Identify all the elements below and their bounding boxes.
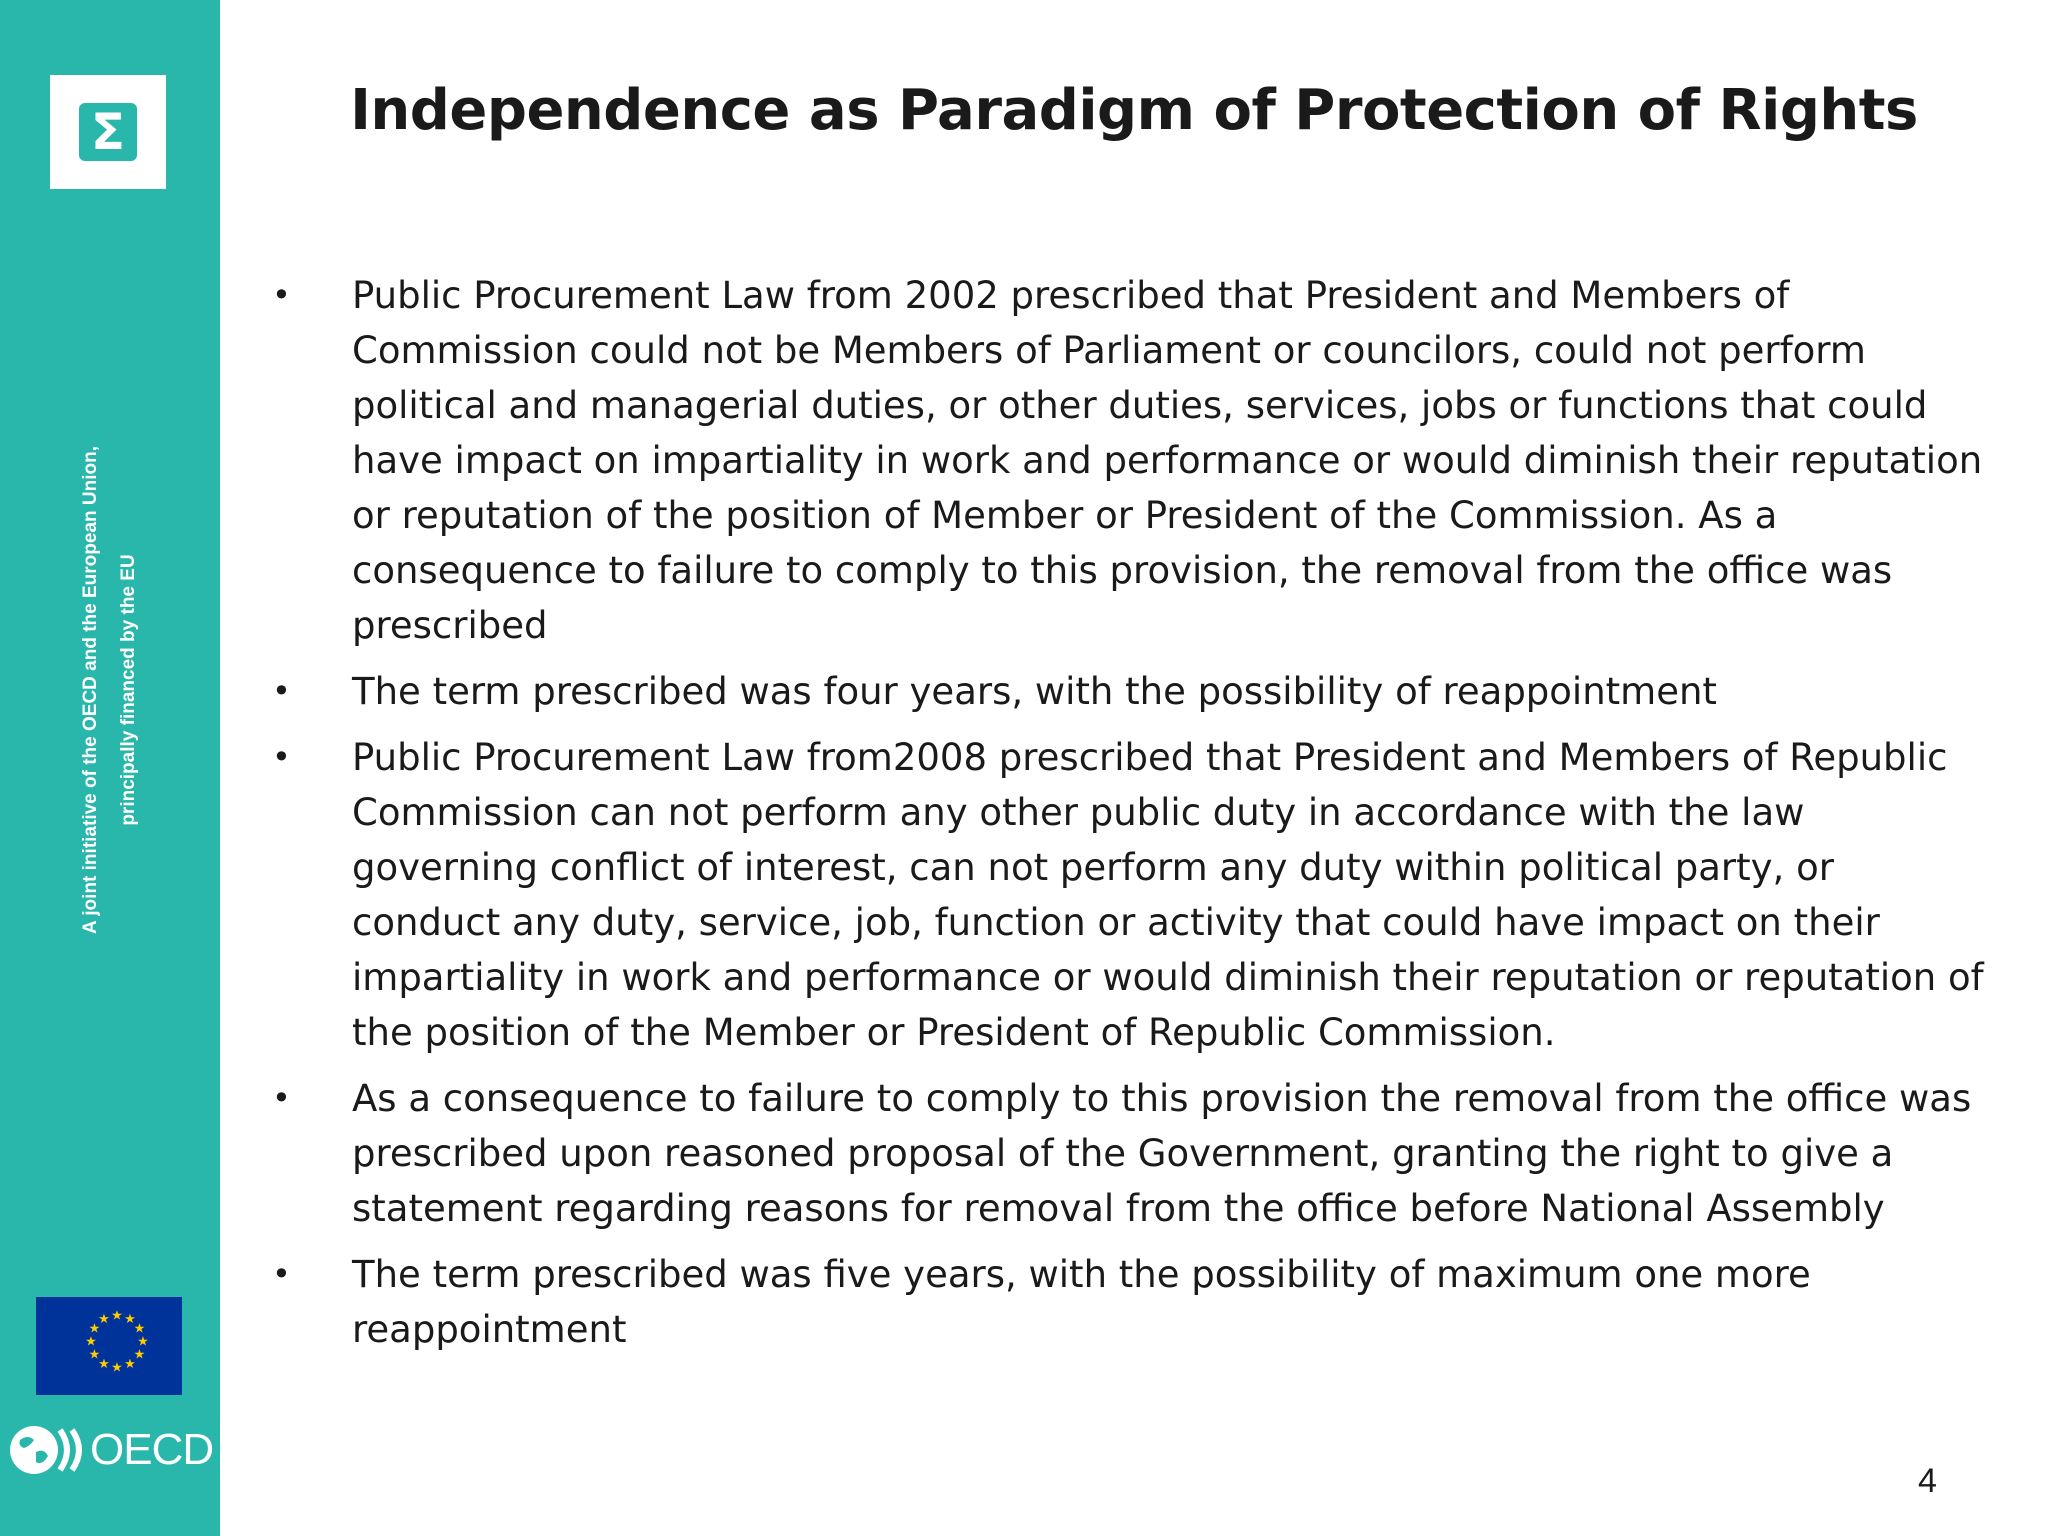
svg-text:★: ★	[85, 1334, 97, 1350]
list-item	[270, 730, 1992, 1060]
svg-text:★: ★	[137, 1334, 149, 1350]
caption-line-2: principally financed by the EU	[118, 554, 139, 826]
bullet-list	[270, 268, 1992, 1368]
slide-title: Independence as Paradigm of Protection of Rights	[350, 78, 1918, 143]
bullet-icon: •	[272, 1079, 291, 1117]
svg-text:★: ★	[98, 1357, 110, 1372]
bullet-icon: •	[272, 672, 291, 710]
svg-text:★: ★	[133, 1321, 146, 1337]
bullet-icon: •	[272, 738, 291, 776]
svg-text:★: ★	[98, 1312, 110, 1327]
list-item	[270, 664, 1992, 719]
svg-text:★: ★	[111, 1308, 123, 1324]
svg-text:★: ★	[88, 1321, 101, 1337]
svg-text:★: ★	[88, 1347, 101, 1363]
list-item	[270, 1071, 1992, 1236]
svg-text:★: ★	[124, 1312, 136, 1327]
sigma-icon: Σ	[79, 103, 137, 161]
oecd-logo-text: OECD	[90, 1425, 214, 1474]
oecd-logo	[8, 1422, 213, 1478]
oecd-globe-icon	[8, 1422, 86, 1478]
list-item	[270, 1247, 1992, 1357]
bullet-text: The term prescribed was five years, with the possibility of maximum one more reappointment	[352, 1253, 1811, 1351]
sidebar	[0, 0, 220, 1536]
svg-text:★: ★	[124, 1357, 136, 1372]
bullet-text: As a consequence to failure to comply to this provision the removal from the office was prescribed upon reasoned proposal of the Government, granting the right to give a statement regarding reasons for removal from the office before National Assembly	[352, 1077, 1972, 1230]
bullet-text: Public Procurement Law from 2002 prescribed that President and Members of Commission could not be Members of Parliament or councilors, could not perform political and managerial duties, or other duties, services, jobs or functions that could have impact on impartiality in work and performance or would diminish their reputation or reputation of the position of Member or President of the Commission. As a consequence to failure to comply to this provision, the removal from the office was prescribed	[352, 274, 1983, 647]
svg-text:★: ★	[111, 1360, 123, 1376]
sigma-logo	[50, 75, 166, 189]
caption-line-1: A joint initiative of the OECD and the European Union,	[80, 445, 101, 935]
list-item	[270, 268, 1992, 653]
page-number: 4	[1918, 1462, 1937, 1500]
bullet-text: The term prescribed was four years, with the possibility of reappointment	[352, 670, 1717, 713]
eu-flag-icon	[36, 1297, 182, 1395]
bullet-icon: •	[272, 276, 291, 314]
bullet-text: Public Procurement Law from2008 prescribed that President and Members of Republic Commission can not perform any other public duty in accordance with the law governing conflict of interest, can not perform any duty within political party, or conduct any duty, service, job, function or activity that could have impact on their impartiality in work and performance or would diminish their reputation or reputation of the position of the Member or President of Republic Commission.	[352, 736, 1984, 1054]
initiative-caption	[72, 446, 148, 934]
bullet-icon: •	[272, 1255, 291, 1293]
svg-text:★: ★	[133, 1347, 146, 1363]
